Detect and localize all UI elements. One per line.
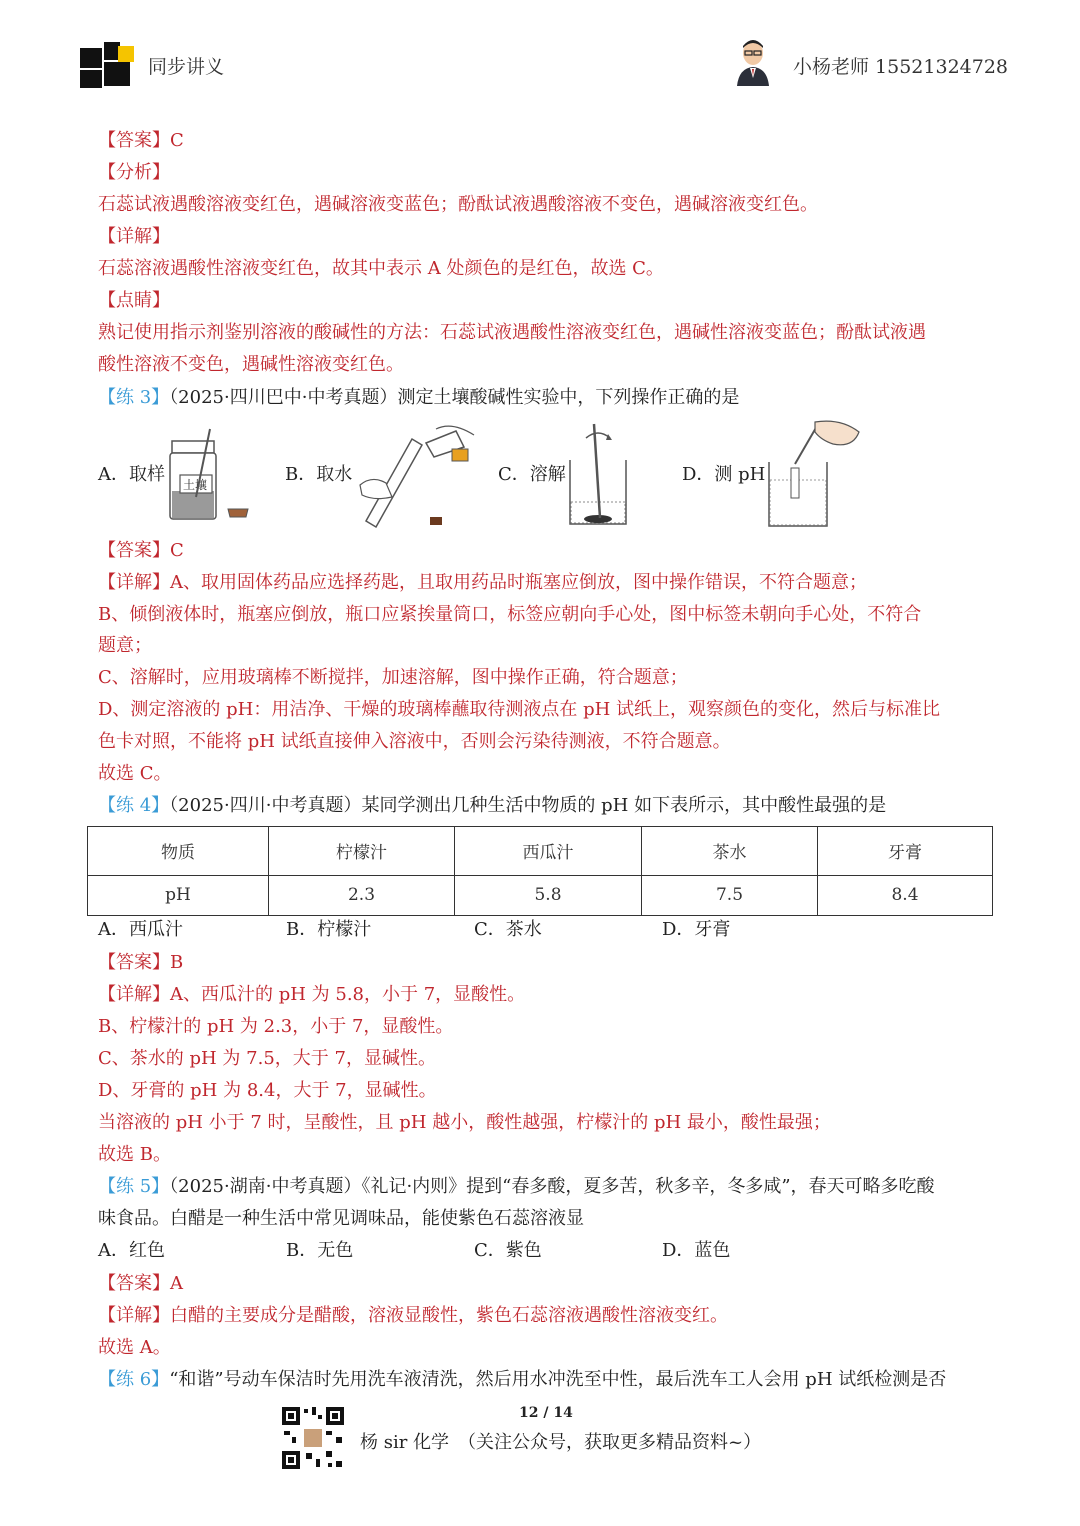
- option-b: B．柠檬汁: [286, 919, 372, 940]
- ph-table: [87, 826, 993, 916]
- exercise-tag: 【练 6】: [98, 1369, 170, 1390]
- summary: 当溶液的 pH 小于 7 时，呈酸性，且 pH 越小，酸性越强，柠檬汁的 pH 最小，酸性最强；: [98, 1112, 831, 1133]
- answer-tag: 【答案】: [98, 952, 170, 973]
- page-header: [0, 0, 1080, 110]
- answer-value: C: [170, 540, 184, 561]
- table-header-cell: 物质: [88, 827, 269, 876]
- option-d-label: D．测 pH: [682, 464, 766, 485]
- question-stem: [98, 794, 886, 818]
- option-d: D．蓝色: [662, 1240, 731, 1261]
- point-text: 熟记使用指示剂鉴别溶液的酸碱性的方法：石蕊试液遇酸性溶液变红色，遇碱性溶液变蓝色；酚酞试液遇: [98, 322, 926, 343]
- option-a-label: A．取样: [98, 464, 165, 485]
- jar-label: 土壤: [183, 478, 208, 492]
- answer-line: [98, 951, 183, 975]
- dissolving-beaker-icon: [566, 418, 630, 528]
- point-text: 酸性溶液不变色，遇碱性溶液变红色。: [98, 354, 404, 375]
- ph-test-beaker-icon: [763, 418, 867, 530]
- conclusion: 故选 C。: [98, 763, 172, 784]
- detail-c: C、茶水的 pH 为 7.5，大于 7，显碱性。: [98, 1048, 436, 1069]
- detail-b: B、柠檬汁的 pH 为 2.3，小于 7，显酸性。: [98, 1016, 454, 1037]
- exercise-tag: 【练 5】: [98, 1176, 170, 1197]
- table-cell: 8.4: [818, 875, 993, 915]
- stem-text: （2025·湖南·中考真题）《礼记·内则》提到“春多酸，夏多苦，秋多辛，冬多咸”，春天可略多吃酸: [169, 1176, 935, 1197]
- answer-tag: 【答案】: [98, 1273, 170, 1294]
- question-stem: [98, 1175, 935, 1199]
- detail-text: 石蕊溶液遇酸性溶液变红色，故其中表示 A 处颜色的是红色，故选 C。: [98, 258, 664, 279]
- stem-text: （2025·四川·中考真题）某同学测出几种生活中物质的 pH 如下表所示，其中酸性最强的是: [169, 795, 887, 816]
- answer-value: A: [170, 1273, 183, 1294]
- detail-d: D、牙膏的 pH 为 8.4，大于 7，显碱性。: [98, 1080, 437, 1101]
- detail-text: [98, 983, 525, 1007]
- table-row: [88, 875, 993, 915]
- answer-line: [98, 539, 184, 563]
- analysis-text: 石蕊试液遇酸溶液变红色，遇碱溶液变蓝色；酚酞试液遇酸溶液不变色，遇碱溶液变红色。: [98, 194, 818, 215]
- conclusion: 故选 B。: [98, 1144, 171, 1165]
- answer-value: B: [170, 952, 184, 973]
- option-d: D．牙膏: [662, 919, 731, 940]
- exercise-tag: 【练 4】: [98, 795, 170, 816]
- teacher-contact: 小杨老师 15521324728: [793, 56, 1009, 78]
- detail-tag: 【详解】: [98, 572, 170, 593]
- analysis-tag: 【分析】: [98, 162, 170, 183]
- avatar: [733, 38, 773, 86]
- option-a: A．西瓜汁: [98, 919, 183, 940]
- footer-text: 杨 sir 化学 （关注公众号，获取更多精品资料~）: [360, 1432, 762, 1453]
- answer-line: [98, 1272, 183, 1296]
- option-b-label: B．取水: [285, 464, 353, 485]
- stem-text-cont: 味食品。白醋是一种生活中常见调味品，能使紫色石蕊溶液显: [98, 1208, 584, 1229]
- table-cell: pH: [88, 875, 269, 915]
- point-tag: 【点睛】: [98, 290, 170, 311]
- page-number: 12 / 14: [519, 1405, 573, 1421]
- conclusion: 故选 A。: [98, 1337, 171, 1358]
- sampling-jar-icon: [166, 427, 252, 523]
- table-header-cell: 牙膏: [818, 827, 993, 876]
- logo-icon: [80, 42, 134, 88]
- detail-b-cont: 题意；: [98, 635, 152, 656]
- option-c: C．茶水: [474, 919, 542, 940]
- table-header-cell: 柠檬汁: [269, 827, 455, 876]
- detail-c: C、溶解时，应用玻璃棒不断搅拌，加速溶解，图中操作正确，符合题意；: [98, 667, 688, 688]
- header-title: 同步讲义: [148, 56, 225, 78]
- detail-d: D、测定溶液的 pH：用洁净、干燥的玻璃棒蘸取待测液点在 pH 试纸上，观察颜色的变化，然后与标准比: [98, 699, 941, 720]
- detail-tag: 【详解】: [98, 226, 170, 247]
- detail-text: [98, 571, 867, 595]
- question-stem: [98, 1368, 946, 1392]
- detail-a: A、取用固体药品应选择药匙，且取用药品时瓶塞应倒放，图中操作错误，不符合题意；: [170, 572, 867, 593]
- detail-a: A、西瓜汁的 pH 为 5.8，小于 7，显酸性。: [170, 984, 526, 1005]
- question-stem: [98, 386, 739, 410]
- answer-value: C: [170, 130, 184, 151]
- table-header-cell: 茶水: [642, 827, 818, 876]
- table-cell: 5.8: [455, 875, 642, 915]
- table-cell: 7.5: [642, 875, 818, 915]
- stem-text: “和谐”号动车保洁时先用洗车液清洗，然后用水冲洗至中性，最后洗车工人会用 pH 试纸检测是否: [169, 1369, 947, 1390]
- answer-tag: 【答案】: [98, 540, 170, 561]
- detail: 白醋的主要成分是醋酸，溶液显酸性，紫色石蕊溶液遇酸性溶液变红。: [170, 1305, 728, 1326]
- answer-tag: 【答案】: [98, 130, 170, 151]
- table-row: [88, 827, 993, 876]
- detail-tag: 【详解】: [98, 1305, 170, 1326]
- option-b: B．无色: [286, 1240, 354, 1261]
- exercise-tag: 【练 3】: [98, 387, 170, 408]
- detail-text: [98, 1304, 728, 1328]
- table-cell: 2.3: [269, 875, 455, 915]
- table-header-cell: 西瓜汁: [455, 827, 642, 876]
- detail-b: B、倾倒液体时，瓶塞应倒放，瓶口应紧挨量筒口，标签应朝向手心处，图中标签未朝向手心处，不符合: [98, 604, 922, 625]
- pouring-cylinder-icon: [352, 425, 480, 529]
- answer-line: [98, 129, 184, 153]
- detail-d-cont: 色卡对照，不能将 pH 试纸直接伸入溶液中，否则会污染待测液，不符合题意。: [98, 731, 731, 752]
- option-a: A．红色: [98, 1240, 165, 1261]
- stem-text: （2025·四川巴中·中考真题）测定土壤酸碱性实验中，下列操作正确的是: [169, 387, 740, 408]
- qr-code-icon: [280, 1405, 346, 1471]
- detail-tag: 【详解】: [98, 984, 170, 1005]
- option-c: C．紫色: [474, 1240, 542, 1261]
- option-c-label: C．溶解: [498, 464, 566, 485]
